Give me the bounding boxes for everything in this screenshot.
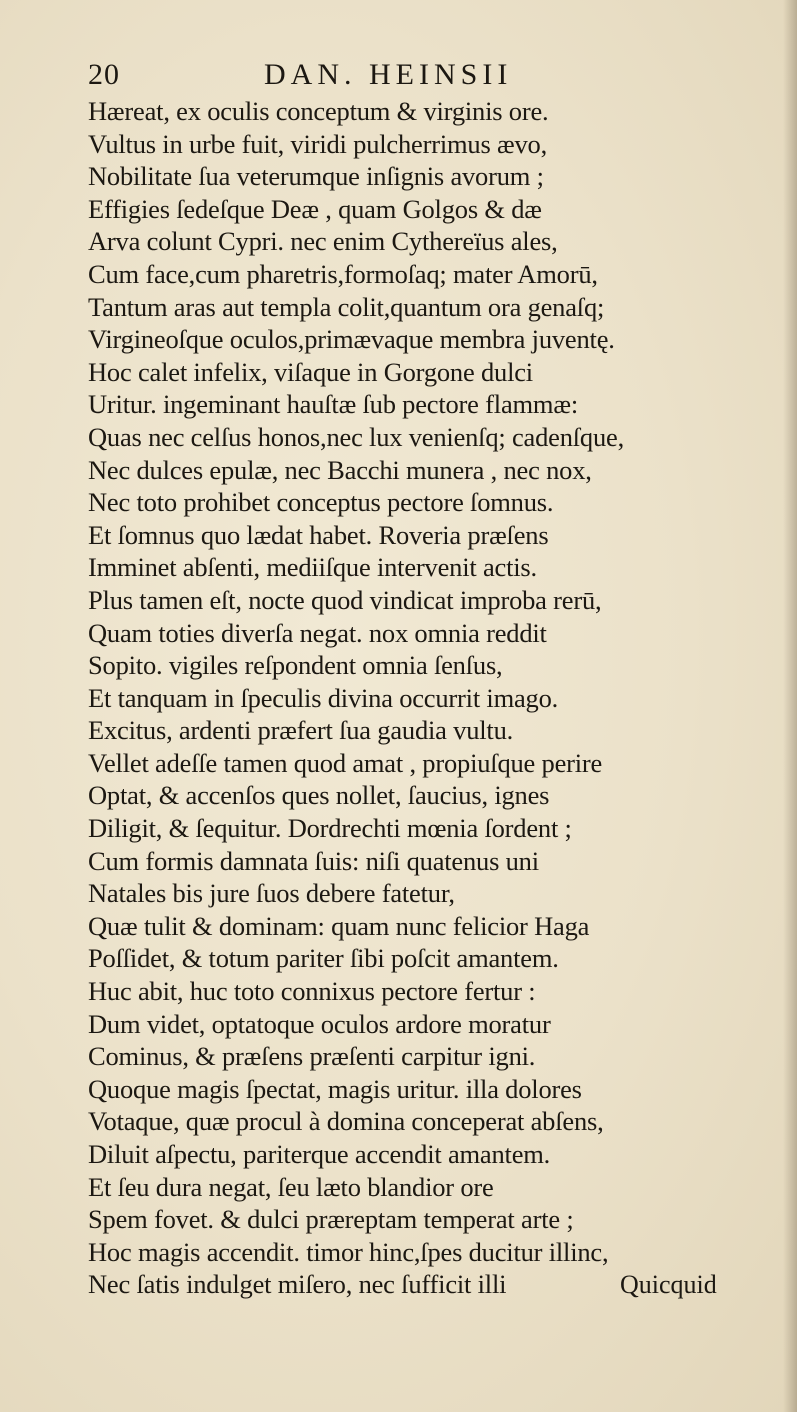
page-header (88, 58, 708, 94)
verse-line: Nobilitate ſua veterumque inſignis avorum ; (88, 161, 544, 192)
verse-line: Hoc magis accendit. timor hinc,ſpes ducitur illinc, (88, 1236, 609, 1267)
verse-line: Sopito. vigiles reſpondent omnia ſenſus, (88, 650, 503, 681)
catchword: Quicquid (620, 1270, 717, 1299)
verse-line: Effigies ſedeſque Deæ , quam Golgos & dæ (88, 193, 542, 224)
verse-line: Tantum aras aut templa colit,quantum ora genaſq; (88, 291, 605, 322)
verse-line: Diluit aſpectu, pariterque accendit amantem. (88, 1139, 551, 1169)
running-head: DAN. HEINSII (264, 58, 513, 91)
verse-line: Cominus, & præſens præſenti carpitur igni. (88, 1041, 536, 1072)
verse-line: Diligit, & ſequitur. Dordrechti mœnia ſordent ; (88, 813, 572, 844)
verse-line: Cum face,cum pharetris,formoſaq; mater Amorū, (88, 258, 598, 289)
verse-line: Nec dulces epulæ, nec Bacchi munera , nec nox, (88, 454, 592, 485)
verse-line: Votaque, quæ procul à domina conceperat abſens, (88, 1106, 604, 1137)
verse-line: Spem fovet. & dulci præreptam temperat arte ; (88, 1204, 574, 1235)
verse-line: Quæ tulit & dominam: quam nunc felicior Haga (88, 910, 590, 941)
verse-line: Cum formis damnata ſuis: niſi quatenus uni (88, 845, 539, 876)
page-number: 20 (88, 58, 120, 91)
verse-line: Imminet abſenti, mediiſque intervenit actis. (88, 552, 537, 583)
verse-line: Uritur. ingeminant hauſtæ ſub pectore flammæ: (88, 389, 578, 420)
verse-line: Poſſidet, & totum pariter ſibi poſcit amantem. (88, 943, 559, 974)
verse-line: Quam toties diverſa negat. nox omnia reddit (88, 617, 547, 648)
verse-line: Nec ſatis indulget miſero, nec ſufficit illi (88, 1269, 507, 1300)
verse-line: Dum videt, optatoque oculos ardore moratur (88, 1008, 551, 1039)
verse-text (88, 95, 748, 1301)
verse-line: Et ſomnus quo lædat habet. Roveria præſens (88, 519, 549, 550)
verse-line: Excitus, ardenti præfert ſua gaudia vultu. (88, 715, 514, 746)
verse-line: Vellet adeſſe tamen quod amat , propiuſque perire (88, 747, 603, 778)
verse-line: Plus tamen eſt, nocte quod vindicat improba rerū, (88, 584, 602, 615)
verse-line: Nec toto prohibet conceptus pectore ſomnus. (88, 487, 554, 518)
verse-line: Optat, & accenſos ques nollet, ſaucius, ignes (88, 780, 550, 811)
verse-line: Virgineoſque oculos,primævaque membra juventę. (88, 324, 615, 355)
verse-line: Vultus in urbe fuit, viridi pulcherrimus ævo, (88, 128, 547, 159)
verse-line: Huc abit, huc toto connixus pectore fertur : (88, 976, 536, 1007)
verse-line: Arva colunt Cypri. nec enim Cythereïus ales, (88, 226, 558, 257)
verse-line: Quas nec celſus honos,nec lux venienſq; cadenſque, (88, 421, 625, 452)
verse-line: Et tanquam in ſpeculis divina occurrit imago. (88, 682, 559, 713)
verse-line: Quoque magis ſpectat, magis uritur. illa dolores (88, 1073, 582, 1104)
verse-line: Hoc calet infelix, viſaque in Gorgone dulci (88, 356, 533, 387)
verse-line: Et ſeu dura negat, ſeu læto blandior ore (88, 1171, 494, 1202)
verse-line: Hæreat, ex oculis conceptum & virginis ore. (88, 96, 549, 126)
verse-line: Natales bis jure ſuos debere fatetur, (88, 878, 455, 909)
